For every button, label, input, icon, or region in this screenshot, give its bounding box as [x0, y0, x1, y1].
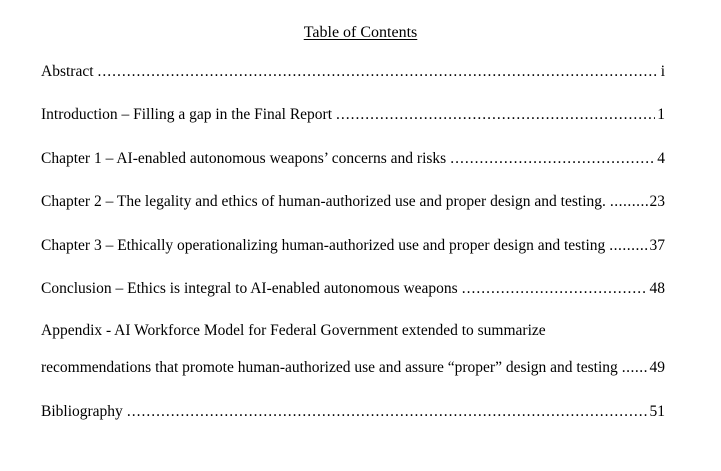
dot-leader	[622, 358, 649, 378]
toc-page-number: 1	[657, 106, 665, 123]
toc-page-number: 48	[649, 280, 665, 297]
dot-leader	[609, 236, 648, 256]
toc-page-number: 49	[649, 359, 665, 376]
toc-entry-chapter-3[interactable]	[41, 236, 665, 256]
dot-leader	[462, 279, 648, 299]
toc-entry-label: recommendations that promote human-authorized use and assure “proper” design and testing	[41, 359, 618, 376]
toc-entry-label: Chapter 2 – The legality and ethics of human-authorized use and proper design and testing.	[41, 193, 606, 210]
toc-entry-chapter-1[interactable]	[41, 149, 665, 169]
toc-entry-appendix-line-1[interactable]: Appendix - AI Workforce Model for Federal Government extended to summarize	[41, 322, 546, 339]
toc-entry-bibliography[interactable]	[41, 402, 665, 422]
dot-leader	[336, 105, 655, 125]
toc-entry-chapter-2[interactable]	[41, 192, 665, 212]
toc-entry-label: Bibliography	[41, 403, 123, 420]
toc-entry-appendix[interactable]	[41, 358, 665, 378]
dot-leader	[127, 402, 648, 422]
toc-entry-label: Chapter 3 – Ethically operationalizing human-authorized use and proper design and testing	[41, 237, 606, 254]
toc-page-number: i	[660, 63, 665, 80]
toc-entry-abstract[interactable]	[41, 62, 665, 82]
dot-leader	[610, 192, 649, 212]
toc-page-number: 51	[649, 403, 665, 420]
toc-entry-conclusion[interactable]	[41, 279, 665, 299]
toc-title: Table of Contents	[303, 24, 418, 41]
toc-entry-label: Introduction – Filling a gap in the Final Report	[41, 106, 333, 123]
toc-page-number: 4	[657, 150, 665, 167]
toc-entry-label: Conclusion – Ethics is integral to AI-enabled autonomous weapons	[41, 280, 458, 297]
dot-leader	[450, 149, 655, 169]
toc-entry-introduction[interactable]	[41, 105, 665, 125]
toc-entry-label: Chapter 1 – AI-enabled autonomous weapons’ concerns and risks	[41, 150, 447, 167]
toc-page-number: 37	[649, 237, 665, 254]
toc-page-number: 23	[649, 193, 665, 210]
dot-leader	[98, 62, 659, 82]
toc-entry-label: Abstract	[41, 63, 94, 80]
